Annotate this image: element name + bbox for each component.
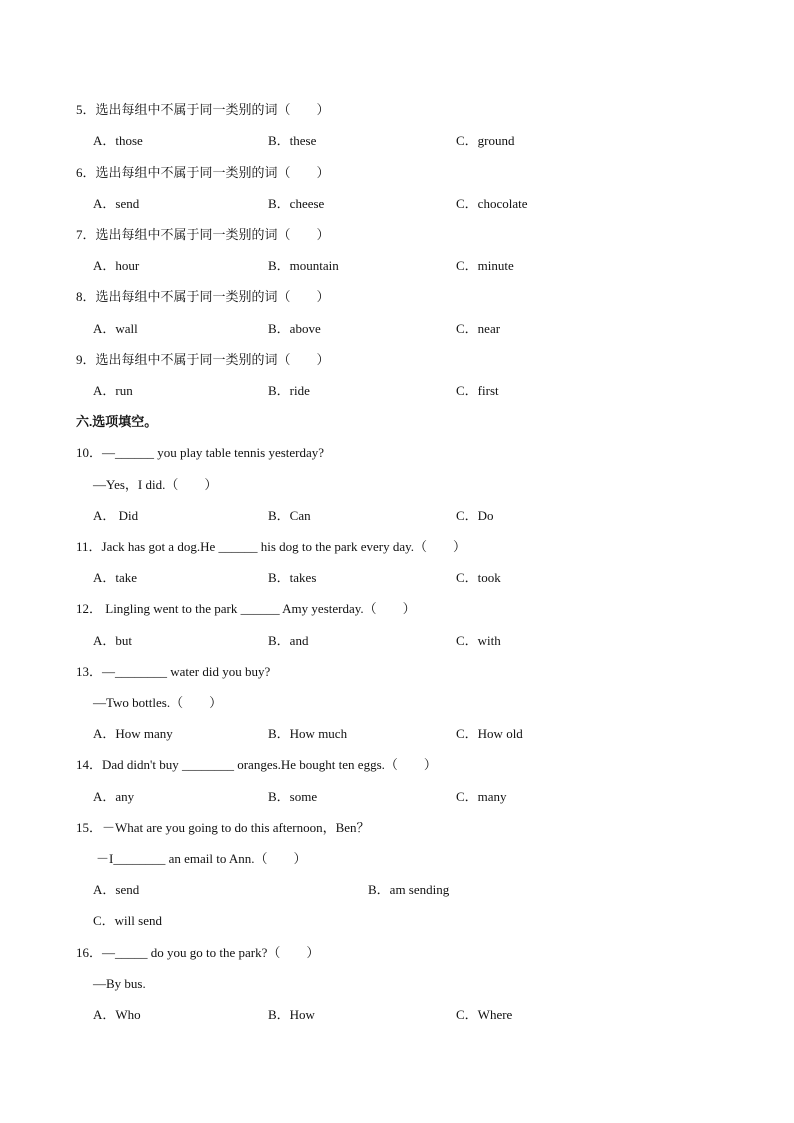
q15-reply: －I________ an email to Ann.（ ） bbox=[96, 851, 307, 866]
q14-option-a[interactable]: A．any bbox=[93, 789, 135, 804]
q10-reply: —Yes，I did.（ ） bbox=[93, 477, 218, 492]
q9-option-a[interactable]: A．run bbox=[93, 383, 133, 398]
q5-option-c[interactable]: C．ground bbox=[456, 133, 515, 148]
q13-reply: —Two bottles.（ ） bbox=[93, 695, 223, 710]
q8-option-b[interactable]: B．above bbox=[268, 321, 321, 336]
q16-option-b[interactable]: B．How bbox=[268, 1007, 315, 1022]
q11-stem: 11．Jack has got a dog.He ______ his dog to the park every day.（ ） bbox=[76, 539, 467, 554]
q15-option-c[interactable]: C．will send bbox=[93, 913, 162, 928]
q14-option-c[interactable]: C．many bbox=[456, 789, 507, 804]
q15-option-b[interactable]: B．am sending bbox=[368, 882, 450, 897]
q15-stem: 15．－What are you going to do this afternoon，Ben？ bbox=[76, 820, 370, 835]
q8-option-a[interactable]: A．wall bbox=[93, 321, 138, 336]
q5-option-b[interactable]: B．these bbox=[268, 133, 317, 148]
q16-option-a[interactable]: A．Who bbox=[93, 1007, 141, 1022]
q5-option-a[interactable]: A．those bbox=[93, 133, 143, 148]
q16-option-c[interactable]: C．Where bbox=[456, 1007, 513, 1022]
q7-option-c[interactable]: C．minute bbox=[456, 258, 514, 273]
q9-option-c[interactable]: C．first bbox=[456, 383, 499, 398]
q10-option-a[interactable]: A． Did bbox=[93, 508, 139, 523]
q5-stem: 5．选出每组中不属于同一类别的词（ ） bbox=[76, 102, 330, 117]
section-6-heading: 六.选项填空。 bbox=[76, 414, 158, 429]
q9-option-b[interactable]: B．ride bbox=[268, 383, 310, 398]
q10-option-c[interactable]: C．Do bbox=[456, 508, 494, 523]
q8-option-c[interactable]: C．near bbox=[456, 321, 501, 336]
q11-option-b[interactable]: B．takes bbox=[268, 570, 317, 585]
q16-stem: 16．—_____ do you go to the park?（ ） bbox=[76, 945, 320, 960]
q6-option-a[interactable]: A．send bbox=[93, 196, 140, 211]
q13-option-c[interactable]: C．How old bbox=[456, 726, 523, 741]
q11-option-a[interactable]: A．take bbox=[93, 570, 138, 585]
q7-option-b[interactable]: B．mountain bbox=[268, 258, 339, 273]
q7-stem: 7．选出每组中不属于同一类别的词（ ） bbox=[76, 227, 330, 242]
q16-reply: —By bus. bbox=[93, 976, 146, 991]
q14-stem: 14．Dad didn't buy ________ oranges.He bought ten eggs.（ ） bbox=[76, 757, 437, 772]
q9-stem: 9．选出每组中不属于同一类别的词（ ） bbox=[76, 352, 330, 367]
q14-option-b[interactable]: B．some bbox=[268, 789, 318, 804]
q7-option-a[interactable]: A．hour bbox=[93, 258, 140, 273]
q13-option-a[interactable]: A．How many bbox=[93, 726, 173, 741]
q13-option-b[interactable]: B．How much bbox=[268, 726, 348, 741]
q10-stem: 10．—______ you play table tennis yesterday? bbox=[76, 445, 325, 460]
q12-option-c[interactable]: C．with bbox=[456, 633, 501, 648]
q6-stem: 6．选出每组中不属于同一类别的词（ ） bbox=[76, 165, 330, 180]
q8-stem: 8．选出每组中不属于同一类别的词（ ） bbox=[76, 289, 330, 304]
q12-stem: 12． Lingling went to the park ______ Amy yesterday.（ ） bbox=[76, 601, 416, 616]
q15-option-a[interactable]: A．send bbox=[93, 882, 140, 897]
q6-option-b[interactable]: B．cheese bbox=[268, 196, 325, 211]
q12-option-b[interactable]: B．and bbox=[268, 633, 309, 648]
q6-option-c[interactable]: C．chocolate bbox=[456, 196, 528, 211]
q12-option-a[interactable]: A．but bbox=[93, 633, 133, 648]
q11-option-c[interactable]: C．took bbox=[456, 570, 501, 585]
q10-option-b[interactable]: B．Can bbox=[268, 508, 311, 523]
q13-stem: 13．—________ water did you buy? bbox=[76, 664, 271, 679]
